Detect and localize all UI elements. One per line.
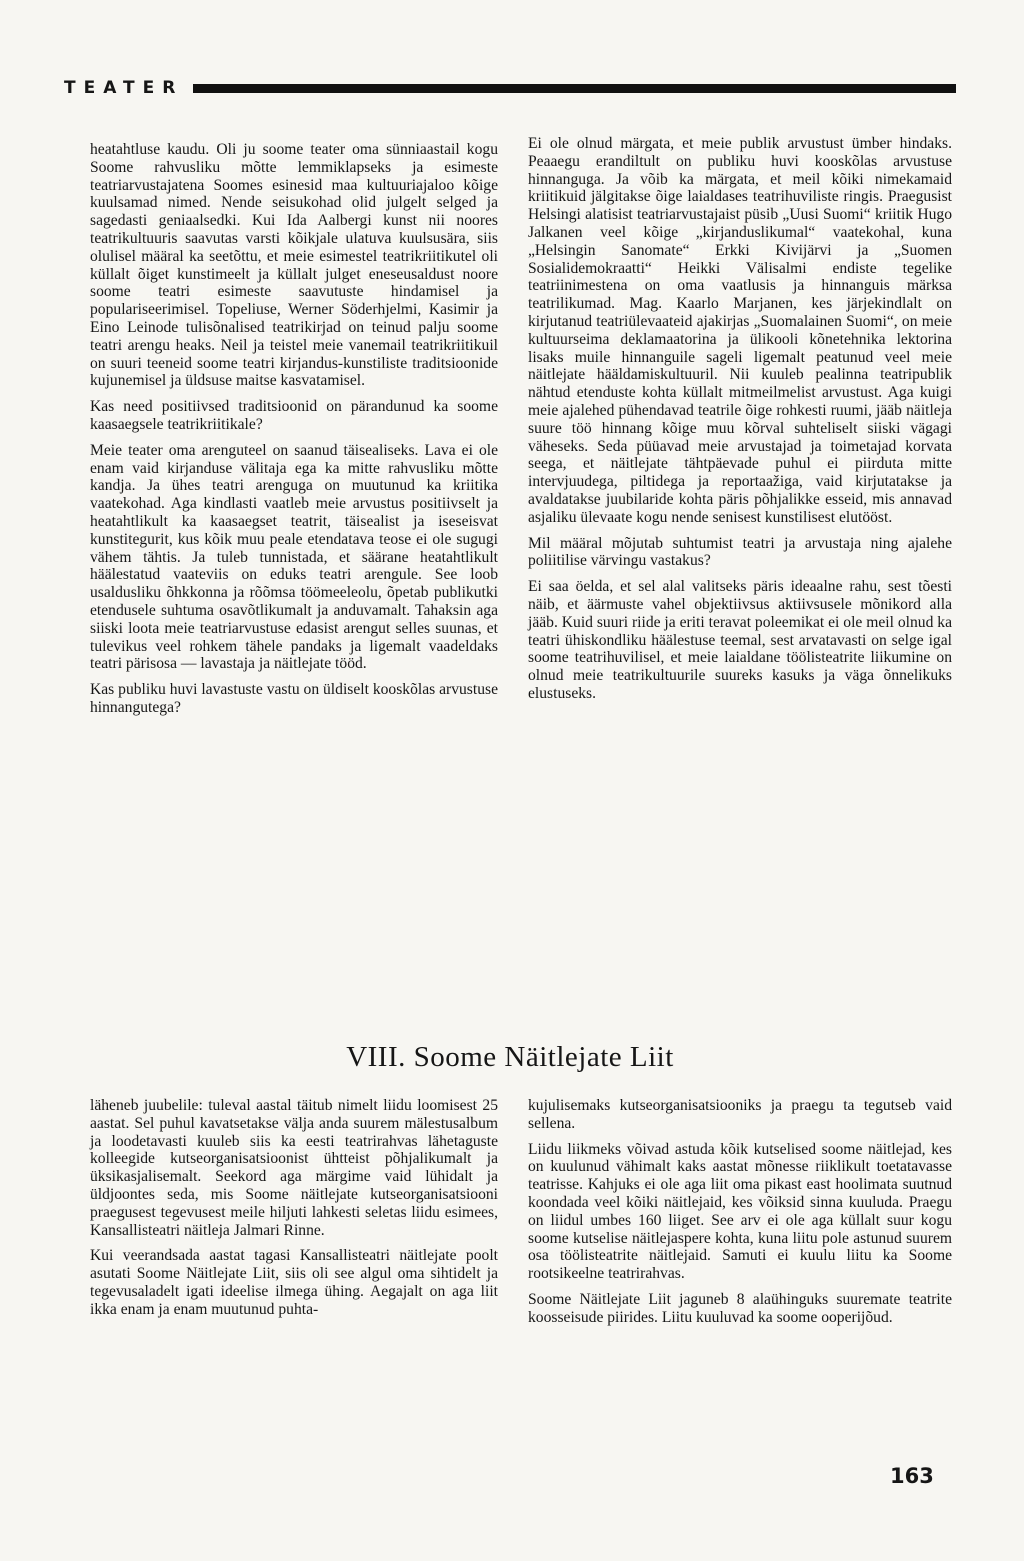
paragraph: kujulisemaks kutseorganisatsiooniks ja praegu ta tegutseb vaid sellena. bbox=[528, 1097, 952, 1132]
paragraph: heatahtluse kaudu. Oli ju soome teater oma sünniaastail kogu Soome rahvusliku mõtte lemmiklapseks ja esimeste teatriarvustajatena Soomes esinesid maa kultuuriajaloo kõige kuulsamad nimed. Nende seisukohad olid julgelt selged ja sagedasti geniaalsedki. Kui Ida Aalbergi kunst nii noores teatrikultuuris saavutas varsti kõikjale ulatuva kuulsusära, siis olulisel määral ka seetõttu, et meie esimestel teatrikriitikutel oli küllalt õiget kunstimeelt ja küllalt julget eneseusaldust noore soome teatri esimeste saavutuste hindamisel ja populariseerimisel. Topeliuse, Werner Söderhjelmi, Kasimir ja Eino Leinode tulisõnalised teatrikirjad on teinud palju soome teatri arengu heaks. Neil ja teistel meie vanemail teatrikriitikuil on suuri teeneid soome teatri kirjandus-kunstiliste traditsioonide kujunemisel ja üldsuse maitse kasvatamisel. bbox=[90, 141, 498, 390]
question-paragraph: Kas publiku huvi lavastuste vastu on üldiselt kooskõlas arvustuse hinnangutega? bbox=[90, 681, 498, 716]
column-top-right bbox=[528, 135, 952, 711]
paragraph: Kui veerandsada aastat tagasi Kansallisteatri näitlejate poolt asutati Soome Näitlejate Liit, siis oli see algul oma sihtidelt ja tegevusaladelt igati ideelise ilmega ühing. Aegajalt on aga liit ikka enam ja enam muutunud puhta- bbox=[90, 1247, 498, 1318]
paragraph: läheneb juubelile: tuleval aastal täitub nimelt liidu loomisest 25 aastat. Sel puhul kavatsetakse välja anda suurem mälestusalbum ja loodetavasti kuuleb siis ka eesti teatrirahvas lähetaguste kolleegide kutseorganisatsioonist ühtteist põhjalikumalt ja üksikasjalisemalt. Seekord aga märgime vaid lühidalt ja üldjoontes seda, mis Soome näitlejate kutseorganisatsiooni praegusest tegevusest meile hiljuti lahkesti seletas liidu esimees, Kansallisteatri näitleja Jalmari Rinne. bbox=[90, 1097, 498, 1239]
column-top-left bbox=[90, 141, 498, 725]
page-number: 163 bbox=[890, 1464, 934, 1488]
paragraph: Meie teater oma arenguteel on saanud täisealiseks. Lava ei ole enam vaid kirjanduse välitaja ega ka mitte rahvusliku mõtte kandja. Ja ühes teatri arenguga on muutunud ka kriitika vaatekohad. Aga kindlasti vaatleb meie arvustus positiivselt ja heatahtlikult ka kaasaegset teatrit, täisealist ja iseseisvat kunstitegurit, kus kõik muu peale etendatava teose ei ole sugugi vähem tähtis. Ja tuleb tunnistada, et säärane heatahtlikult häälestatud vaateviis on eduks teatri arengule. See loob usaldusliku õhkkonna ja rõõmsa töömeeleolu, õpetab publikutki etendusele suhtuma osavõtlikumalt ja anduvamalt. Tahaksin aga siiski loota meie teatriarvustuse edasist arengut selles suunas, et tulevikus veel rohkem tähele pandaks ja ligemalt vaadeldaks teatri pärisosa — lavastaja ja näitlejate tööd. bbox=[90, 441, 498, 673]
header-rule bbox=[193, 84, 956, 93]
paragraph: Ei ole olnud märgata, et meie publik arvustust ümber hindaks. Peaaegu erandiltult on publiku huvi kooskõlas arvustuse hinnanguga. Ja võib ka märgata, et meil kõiki nimekamaid kriitikuid jälgitakse õige laialdases teatrihuviliste ringis. Praegusist Helsingi alatisist teatriarvustajaist püsib „Uusi Suomi“ kriitik Hugo Jalkanen veel kõige „kirjanduslikumal“ vaatekohal, kuna „Helsingin Sanomate“ Erkki Kivijärvi ja „Suomen Sosialidemokraatti“ Heikki Välisalmi endiste tegelike teatriinimestena on oma vaatlusis ja hinnanguis märksa teatrilikumad. Mag. Kaarlo Marjanen, kes järjekindlalt on kirjutanud teatriülevaateid ajakirjas „Suomalainen Suomi“, on meie kultuurseima deklamaatorina ja ülikooli kõnetehnika lektorina lisaks muile hinnanguile sageli ligemalt peatunud veel meie näitlejate hääldamiskultuuril. Nii kuuleb pealinna teatripublik nähtud etenduste kohta küllalt mitmeilmelist arvustust. Aga kuigi meie ajalehed pühendavad teatrile õige rohkesti ruumi, jääb näitleja suure töö hinnang kõige muu kõrval suhteliselt siiski vägagi väheseks. Seda püüavad meie arvustajad ja toimetajad korvata seega, et näitlejate tähtpäevade puhul ei piirduta mitte intervjuudega, piltidega ja reportaažiga, vaid kirjutatakse ja avaldatakse juubilaride kohta päris põhjalikke esseid, mis annavad asjaliku ülevaate kogu nende senisest kunstilisest elutööst. bbox=[528, 135, 952, 526]
question-paragraph: Kas need positiivsed traditsioonid on pärandunud ka soome kaasaegsele teatrikriitikale? bbox=[90, 398, 498, 433]
column-bottom-left bbox=[90, 1097, 498, 1327]
page-header bbox=[64, 76, 956, 100]
paragraph: Liidu liikmeks võivad astuda kõik kutselised soome näitlejad, kes on kuulunud vähimalt kaks aastat mõnesse riiklikult toetatavasse teatrisse. Kahjuks ei ole aga liit oma pikast east hoolimata suutnud koondada veel kõiki näitlejaid, kes võiksid sinna kuuluda. Praegu on liidul umbes 160 liiget. See arv ei ole aga küllalt suur kogu soome kutselise näitlejaspere kohta, kuna liitu pole astunud suurem osa töölisteatrite näitlejaid. Samuti ei kuulu liitu ka Soome rootsikeelne teatrirahvas. bbox=[528, 1140, 952, 1283]
section-heading: VIII. Soome Näitlejate Liit bbox=[346, 1041, 674, 1073]
column-bottom-right bbox=[528, 1097, 952, 1335]
running-head: TEATER bbox=[64, 78, 184, 98]
paragraph: Soome Näitlejate Liit jaguneb 8 alaühinguks suuremate teatrite koosseisude piirides. Liitu kuuluvad ka soome ooperijõud. bbox=[528, 1290, 952, 1326]
paragraph: Ei saa öelda, et sel alal valitseks päris ideaalne rahu, sest tõesti näib, et äärmuste vahel objektiivsus aktiivsusele mõnikord alla jääb. Kuid suuri riide ja eriti teravat poleemikat ei ole meil olnud ka teatri ühiskondliku häälestuse teemal, sest arvatavasti on selge igal soome teatrihuvilisel, et meie laialdane töölisteatrite liikumine on olnud meie teatrikultuurile suureks kasuks ja väga õnnelikuks elustuseks. bbox=[528, 578, 952, 702]
question-paragraph: Mil määral mõjutab suhtumist teatri ja arvustaja ning ajalehe poliitilise värvingu vastakus? bbox=[528, 534, 952, 570]
